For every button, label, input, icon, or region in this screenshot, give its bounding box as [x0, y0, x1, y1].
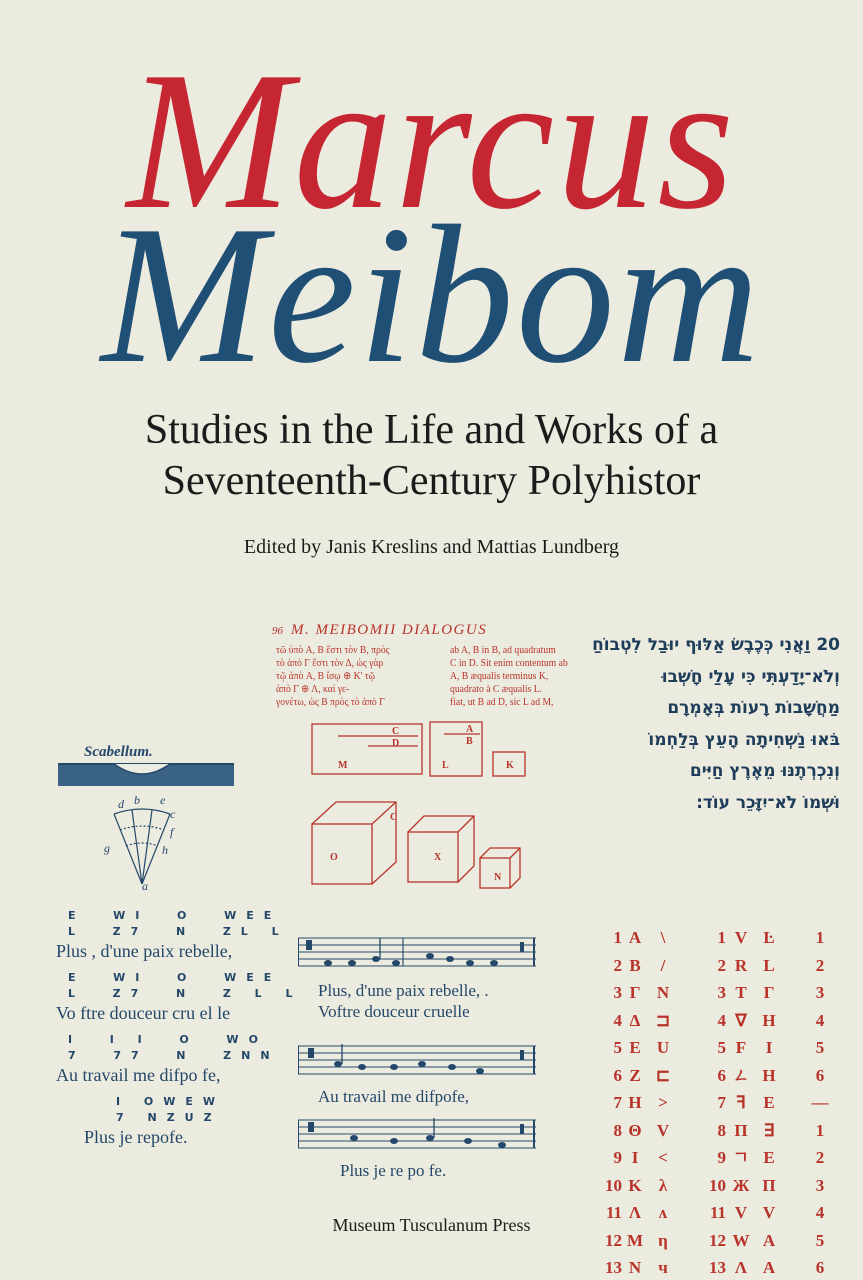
- numeral-cell: 6: [717, 1065, 726, 1085]
- scab-letter-e: e: [160, 793, 166, 807]
- code-row: L Z7 N ZL L: [68, 925, 289, 938]
- symbol-cell: ч: [658, 1258, 668, 1277]
- symbol-cell: E: [763, 1148, 775, 1167]
- symbol-cell: F: [735, 1038, 747, 1057]
- cube-label-o: O: [330, 852, 338, 863]
- symbol-cell: /: [660, 955, 666, 975]
- symbol-cell: ⊐: [655, 1010, 671, 1030]
- numeral-cell: 5: [815, 1038, 825, 1057]
- symbol-cell: <: [658, 1148, 668, 1167]
- numeral-cell: 1: [717, 928, 726, 947]
- numeral-cell: 10: [709, 1175, 726, 1195]
- symbol-cell: ∇: [735, 1010, 747, 1030]
- scab-letter-c: c: [170, 807, 176, 821]
- numeral-cell: 2: [613, 955, 622, 975]
- rect-label-b: B: [466, 736, 473, 747]
- numeral-cell: 6: [815, 1258, 825, 1277]
- numeral-cell: 4: [613, 1010, 622, 1030]
- numeral-cell: 5: [613, 1038, 622, 1057]
- numeral-cell: 2: [815, 1148, 825, 1167]
- song-lyric-line: Vo ftre douceur cru el le: [56, 1003, 231, 1023]
- scab-letter-b: b: [134, 793, 140, 807]
- coded-song-block: [56, 908, 303, 1156]
- symbol-cell: Π: [762, 1175, 776, 1195]
- title-line-marcus: Marcus: [126, 31, 737, 250]
- symbol-cell: V: [734, 928, 748, 947]
- hebrew-line: וְלֹא־יָדַעְתִּי כִּי עָלַי חָשְׁבוּ: [661, 666, 840, 687]
- numeral-cell: 2: [815, 955, 825, 975]
- cube-label-x: X: [434, 852, 442, 863]
- numeral-cell: 3: [815, 983, 825, 1002]
- symbol-cell: ꟻ: [736, 1093, 746, 1112]
- code-row: 7 77 N ZNN: [68, 1049, 280, 1062]
- dialog-latin-column: ab A, B in B, ad quadratum C in D. Sit enim contentum ab A, B æqualis terminus K, quadrato à C æqualis L. fiat, ut B ad D, sic L ad M,: [450, 645, 568, 708]
- symbol-cell: A: [762, 1230, 776, 1250]
- dialog-heading-text: M. MEIBOMII DIALOGUS: [291, 622, 488, 638]
- symbol-cell: η: [658, 1230, 668, 1250]
- symbol-cell: \: [660, 928, 666, 947]
- symbol-cell: E: [763, 1093, 775, 1112]
- rect-label-d: D: [392, 738, 400, 749]
- symbol-cell: λ: [658, 1175, 668, 1195]
- cube-label-c: C: [390, 812, 398, 823]
- numeral-cell: 3: [815, 1175, 825, 1195]
- greek-letter-cell: Z: [629, 1065, 641, 1085]
- cubes-figure: [310, 800, 530, 890]
- symbol-cell: ∃: [763, 1120, 775, 1140]
- subtitle-line-2: Seventeenth-Century Polyhistor: [162, 458, 701, 504]
- numeral-cell: 6: [613, 1065, 622, 1085]
- numeral-cell: 5: [815, 1230, 825, 1250]
- symbol-cell: Γ: [763, 983, 775, 1002]
- hebrew-line: מַחֲשָׁבוֹת רָעוֹת בְּאָמְרָם: [667, 698, 840, 718]
- greek-letter-cell: Λ: [628, 1203, 642, 1222]
- code-row: E WI O WEE: [68, 971, 282, 984]
- dialog-page-number: 96: [272, 625, 283, 637]
- song-lyric-line: Au travail me difpo fe,: [56, 1065, 221, 1085]
- numeral-cell: 7: [717, 1093, 726, 1112]
- rect-label-l: L: [442, 760, 449, 771]
- code-row: L Z7 N Z L L: [68, 987, 303, 1000]
- greek-letter-cell: I: [631, 1148, 639, 1167]
- symbol-cell: >: [658, 1093, 668, 1112]
- publisher-name: Museum Tusculanum Press: [332, 1215, 531, 1235]
- symbol-cell: Ж: [732, 1175, 750, 1195]
- numeral-cell: 10: [605, 1175, 622, 1195]
- scab-letter-a: a: [142, 879, 148, 892]
- dialog-heading: [272, 622, 572, 639]
- numeral-cell: 1: [815, 928, 825, 947]
- symbol-cell: R: [734, 955, 748, 975]
- scab-letter-g: g: [104, 841, 110, 855]
- symbol-cell: W: [732, 1230, 750, 1250]
- numeral-cell: 13: [709, 1258, 726, 1277]
- rectangles-figure: [310, 718, 535, 780]
- numeral-cell: 3: [717, 983, 726, 1002]
- numeral-cell: 11: [605, 1203, 622, 1222]
- numeral-cell: 6: [815, 1065, 825, 1085]
- greek-letter-cell: E: [629, 1038, 641, 1057]
- staff-lyric-line: Voftre douceur cruelle: [318, 1002, 470, 1021]
- numeral-cell: 2: [717, 955, 726, 975]
- numeral-cell: 7: [613, 1093, 622, 1112]
- cube-label-n: N: [494, 872, 502, 883]
- title-line-meibom: Meibom: [101, 185, 762, 404]
- editors-credit: Edited by Janis Kreslins and Mattias Lundberg: [243, 536, 620, 558]
- rect-label-a: A: [466, 724, 474, 735]
- numeral-cell: 8: [613, 1120, 622, 1140]
- symbol-cell: Λ: [734, 1258, 748, 1277]
- scab-letter-f: f: [170, 825, 174, 839]
- scabellum-label: Scabellum.: [84, 744, 153, 760]
- code-row: 7 NZUZ: [116, 1111, 222, 1124]
- staff-lyric-line: Plus je re po fe.: [340, 1161, 447, 1180]
- code-row: E WI O WEE: [68, 909, 282, 922]
- greek-letter-cell: H: [628, 1093, 642, 1112]
- hebrew-line: בֹּאוּ נַשְׁחִיתָה הָעֵץ בְּלַחְמוֹ: [648, 729, 840, 750]
- numeral-cell: 5: [717, 1038, 726, 1057]
- numeral-cell: —: [811, 1093, 829, 1112]
- music-staff-2: [298, 1040, 536, 1084]
- scabellum-figure: [54, 742, 244, 892]
- rect-label-k: K: [506, 760, 514, 771]
- numeral-cell: 12: [709, 1230, 726, 1250]
- symbol-cell: Π: [734, 1120, 748, 1140]
- symbol-cell: L: [763, 955, 775, 975]
- hebrew-line: 20 וַאֲנִי כְּכֶבֶשׂ אַלּוּף יוּבַל לִטְבוֹחַ: [592, 635, 840, 655]
- symbol-cell: H: [762, 1065, 776, 1085]
- rect-label-c: C: [392, 726, 400, 737]
- symbol-cell: ʌ: [658, 1203, 668, 1222]
- symbol-cell: A: [762, 1258, 776, 1277]
- greek-letter-cell: Γ: [629, 983, 641, 1002]
- numeral-cell: 3: [613, 983, 622, 1002]
- symbol-cell: V: [734, 1203, 748, 1222]
- dialog-greek-column: τῶ ὑπὸ A, B ἔστι τὸν B, πρὸς τὸ ἀπὸ Γ ἔστι τὸν Δ, ὡς γὰρ τῷ ἀπὸ A, B ἴσῳ ⊕ K' τῷ ἀπὸ Γ ⊕ Λ, καὶ γε- γονέτω, ὡς B πρὸς τὸ ἀπὸ Γ: [276, 645, 390, 708]
- symbol-cell: ㄱ: [732, 1148, 750, 1167]
- rect-label-m: M: [338, 760, 348, 771]
- numeral-cell: 13: [605, 1258, 622, 1277]
- numeral-cell: 9: [613, 1148, 622, 1167]
- numeral-cell: 4: [717, 1010, 726, 1030]
- music-staff-1: [298, 932, 536, 976]
- code-row: I I I O WO: [68, 1033, 268, 1046]
- greek-letter-cell: B: [629, 955, 641, 975]
- scab-letter-h: h: [162, 843, 168, 857]
- subtitle-line-1: Studies in the Life and Works of a: [144, 407, 719, 453]
- greek-letter-cell: Θ: [628, 1120, 642, 1140]
- numeral-cell: 1: [815, 1120, 825, 1140]
- greek-letter-cell: M: [626, 1230, 644, 1250]
- numeral-cell: 4: [815, 1010, 825, 1030]
- greek-letter-cell: N: [628, 1258, 642, 1277]
- hebrew-line: וְנִכְרְתֶנּוּ מֵאֶרֶץ חַיִּים: [689, 761, 840, 781]
- numeral-cell: 4: [815, 1203, 825, 1222]
- numeral-cell: 11: [709, 1203, 726, 1222]
- song-lyric-line: Plus je repofe.: [84, 1127, 188, 1147]
- symbol-cell: ㄥ: [732, 1065, 750, 1085]
- numeral-cell: 9: [717, 1148, 726, 1167]
- hebrew-text-block: [592, 630, 840, 819]
- symbol-cell: ⊏: [655, 1065, 671, 1085]
- code-row: I OWEW: [116, 1095, 226, 1108]
- symbol-cell: V: [762, 1203, 776, 1222]
- numeral-cell: 12: [605, 1230, 622, 1250]
- scab-letter-d: d: [118, 797, 124, 811]
- staff-lyric-1: [318, 980, 548, 1022]
- music-staff-3: [298, 1116, 536, 1156]
- symbol-cell: H: [762, 1010, 776, 1030]
- symbol-cell: N: [656, 983, 670, 1002]
- symbol-cell: U: [656, 1038, 670, 1057]
- greek-letter-cell: Δ: [629, 1010, 641, 1030]
- numeral-cell: 1: [613, 928, 622, 947]
- symbol-cell: I: [765, 1038, 773, 1057]
- song-lyric-line: Plus , d'une paix rebelle,: [56, 941, 233, 961]
- symbol-cell: T: [735, 983, 747, 1002]
- numeral-cell: 8: [717, 1120, 726, 1140]
- staff-lyric-line: Au travail me difpofe,: [318, 1087, 470, 1106]
- greek-letter-cell: K: [628, 1175, 642, 1195]
- staff-lyric-line: Plus, d'une paix rebelle, .: [318, 981, 489, 1000]
- hebrew-line: וּשְׁמוֹ לֹא־יִזָּכֵר עוֹד׃: [696, 792, 840, 813]
- symbol-cell: Ŀ: [763, 928, 775, 947]
- greek-letter-cell: A: [628, 928, 642, 947]
- symbol-cell: V: [656, 1120, 670, 1140]
